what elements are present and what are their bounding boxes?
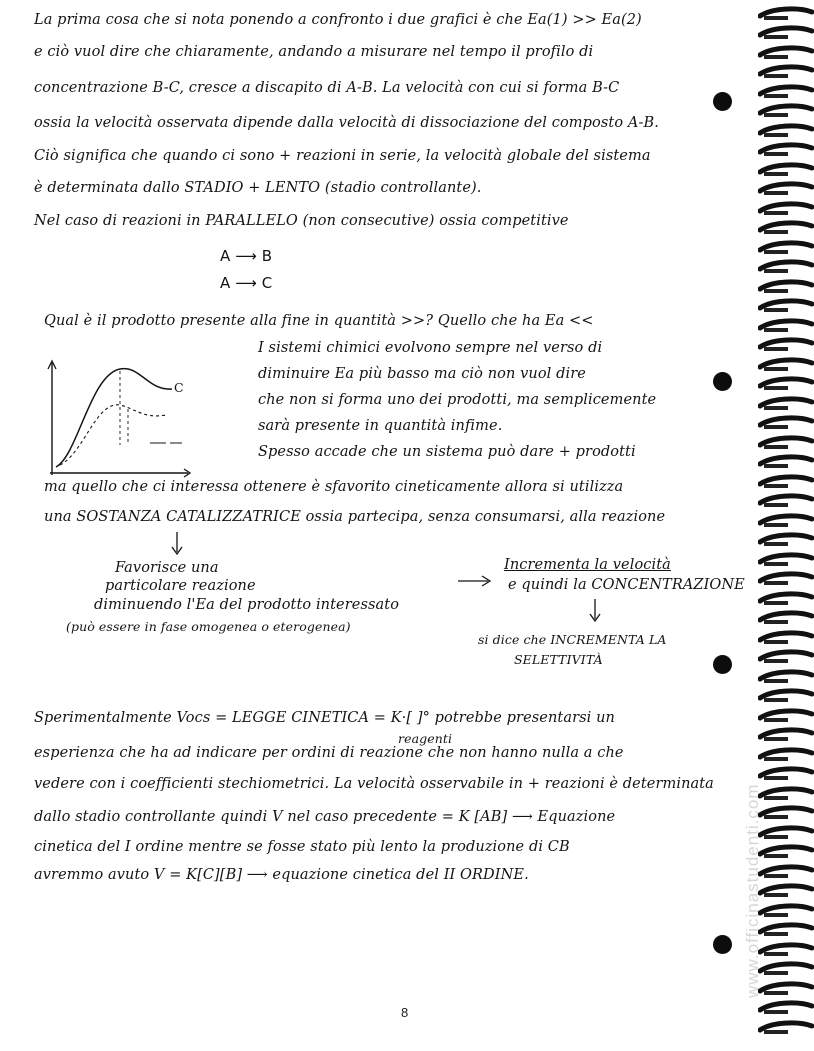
spiral-coil <box>760 360 812 371</box>
graph-text-3: che non si forma uno dei prodotti, ma semplicemente <box>258 392 657 408</box>
spiral-coil <box>760 418 812 429</box>
spiral-coil <box>760 652 812 663</box>
watermark: www.officinastudenti.com <box>743 783 762 998</box>
spiral-coil <box>760 145 812 156</box>
note-line-5: Ciò significa che quando ci sono + reazioni in serie, la velocità globale del sistema <box>34 148 651 164</box>
spiral-coil <box>760 165 812 176</box>
spiral-coil <box>760 711 812 722</box>
experimental-line-2: esperienza che ha ad indicare per ordini di reazione che non hanno nulla a che <box>34 745 624 761</box>
spiral-coil <box>760 340 812 351</box>
energy-profile-graph <box>38 355 198 480</box>
graph-label-c: C <box>174 380 184 395</box>
spiral-coil <box>760 789 812 800</box>
spiral-coil <box>760 48 812 59</box>
spiral-coil <box>760 847 812 858</box>
spiral-coil <box>760 886 812 897</box>
spiral-coil <box>760 438 812 449</box>
spiral-coil <box>760 321 812 332</box>
selectivity-line-2: SELETTIVITÀ <box>514 652 603 667</box>
spiral-coil <box>760 672 812 683</box>
spiral-coil <box>760 87 812 98</box>
experimental-line-4: dallo stadio controllante quindi V nel caso precedente = K [AB] ⟶ Equazione <box>34 809 616 825</box>
spiral-coil <box>760 555 812 566</box>
graph-text-2: diminuire Ea più basso ma ciò non vuol dire <box>258 366 586 382</box>
spiral-coil <box>760 945 812 956</box>
catalyst-line-1: ma quello che ci interessa ottenere è sfavorito cineticamente allora si utilizza <box>44 479 624 495</box>
graph-text-1: I sistemi chimici evolvono sempre nel verso di <box>258 340 603 356</box>
page-number: 8 <box>401 1005 409 1020</box>
spiral-coil <box>760 399 812 410</box>
spiral-coil <box>760 984 812 995</box>
note-line-7: Nel caso di reazioni in PARALLELO (non consecutive) ossia competitive <box>34 213 569 229</box>
down-arrow-icon <box>170 532 184 556</box>
spiral-coil <box>760 1003 812 1014</box>
spiral-coil <box>760 964 812 975</box>
spiral-coil <box>760 1023 812 1034</box>
question-line: Qual è il prodotto presente alla fine in quantità >>? Quello che ha Ea << <box>44 313 594 329</box>
annotation-reagenti: reagenti <box>398 731 453 746</box>
effect-line-1: Favorisce una <box>115 560 219 576</box>
spiral-binding <box>758 0 814 1051</box>
effect-line-3: diminuendo l'Ea del prodotto interessato <box>94 597 400 613</box>
spiral-coil <box>760 28 812 39</box>
graph-text-5: Spesso accade che un sistema può dare + prodotti <box>258 444 636 460</box>
spiral-coil <box>760 126 812 137</box>
experimental-line-1: Sperimentalmente Vocs = LEGGE CINETICA = K·[ ]° potrebbe presentarsi un <box>34 710 615 726</box>
right-arrow-icon <box>458 574 492 588</box>
spiral-coil <box>760 828 812 839</box>
note-line-3: concentrazione B-C, cresce a discapito di A-B. La velocità con cui si forma B-C <box>34 80 620 96</box>
consequence-concentration: e quindi la CONCENTRAZIONE <box>508 577 745 593</box>
spiral-coil <box>760 379 812 390</box>
spiral-coil <box>760 282 812 293</box>
spiral-coil <box>760 223 812 234</box>
spiral-coil <box>760 535 812 546</box>
spiral-coil <box>760 691 812 702</box>
spiral-coil <box>760 496 812 507</box>
down-arrow-icon-2 <box>588 599 602 623</box>
punch-hole-icon <box>713 92 732 111</box>
spiral-coil <box>760 906 812 917</box>
experimental-line-5: cinetica del I ordine mentre se fosse stato più lento la produzione di CB <box>34 839 570 855</box>
spiral-coil <box>760 184 812 195</box>
spiral-coil <box>760 867 812 878</box>
note-line-1: La prima cosa che si nota ponendo a confronto i due grafici è che Ea(1) >> Ea(2) <box>34 12 642 28</box>
experimental-line-3: vedere con i coefficienti stechiometrici. La velocità osservabile in + reazioni è determinata <box>34 776 714 792</box>
punch-hole-icon <box>713 372 732 391</box>
spiral-coil <box>760 477 812 488</box>
reaction-a-c: A ⟶ C <box>220 274 273 292</box>
spiral-coil <box>760 9 812 20</box>
spiral-coil <box>760 633 812 644</box>
effect-line-4: (può essere in fase omogenea o eterogenea) <box>66 619 351 634</box>
spiral-coil <box>760 613 812 624</box>
spiral-coil <box>760 516 812 527</box>
effect-line-2: particolare reazione <box>105 578 256 594</box>
spiral-coil <box>760 67 812 78</box>
spiral-coil <box>760 925 812 936</box>
note-line-6: è determinata dallo STADIO + LENTO (stadio controllante). <box>34 180 482 196</box>
spiral-coil <box>760 750 812 761</box>
spiral-coil <box>760 730 812 741</box>
spiral-coil <box>760 243 812 254</box>
catalyst-line-2: una SOSTANZA CATALIZZATRICE ossia partecipa, senza consumarsi, alla reazione <box>44 509 666 525</box>
graph-text-4: sarà presente in quantità infime. <box>258 418 503 434</box>
reaction-a-b: A ⟶ B <box>220 247 273 265</box>
punch-hole-icon <box>713 655 732 674</box>
spiral-coil <box>760 106 812 117</box>
note-line-4: ossia la velocità osservata dipende dalla velocità di dissociazione del composto A-B. <box>34 115 659 131</box>
spiral-coil <box>760 769 812 780</box>
spiral-coil <box>760 301 812 312</box>
selectivity-line-1: si dice che INCREMENTA LA <box>478 632 667 647</box>
spiral-coil <box>760 262 812 273</box>
experimental-line-6: avremmo avuto V = K[C][B] ⟶ equazione cinetica del II ORDINE. <box>34 867 529 883</box>
consequence-velocity: Incrementa la velocità <box>504 557 671 573</box>
punch-hole-icon <box>713 935 732 954</box>
spiral-coil <box>760 808 812 819</box>
spiral-coil <box>760 457 812 468</box>
spiral-coil <box>760 594 812 605</box>
note-line-2: e ciò vuol dire che chiaramente, andando a misurare nel tempo il profilo di <box>34 44 594 60</box>
spiral-coil <box>760 574 812 585</box>
spiral-coil <box>760 204 812 215</box>
